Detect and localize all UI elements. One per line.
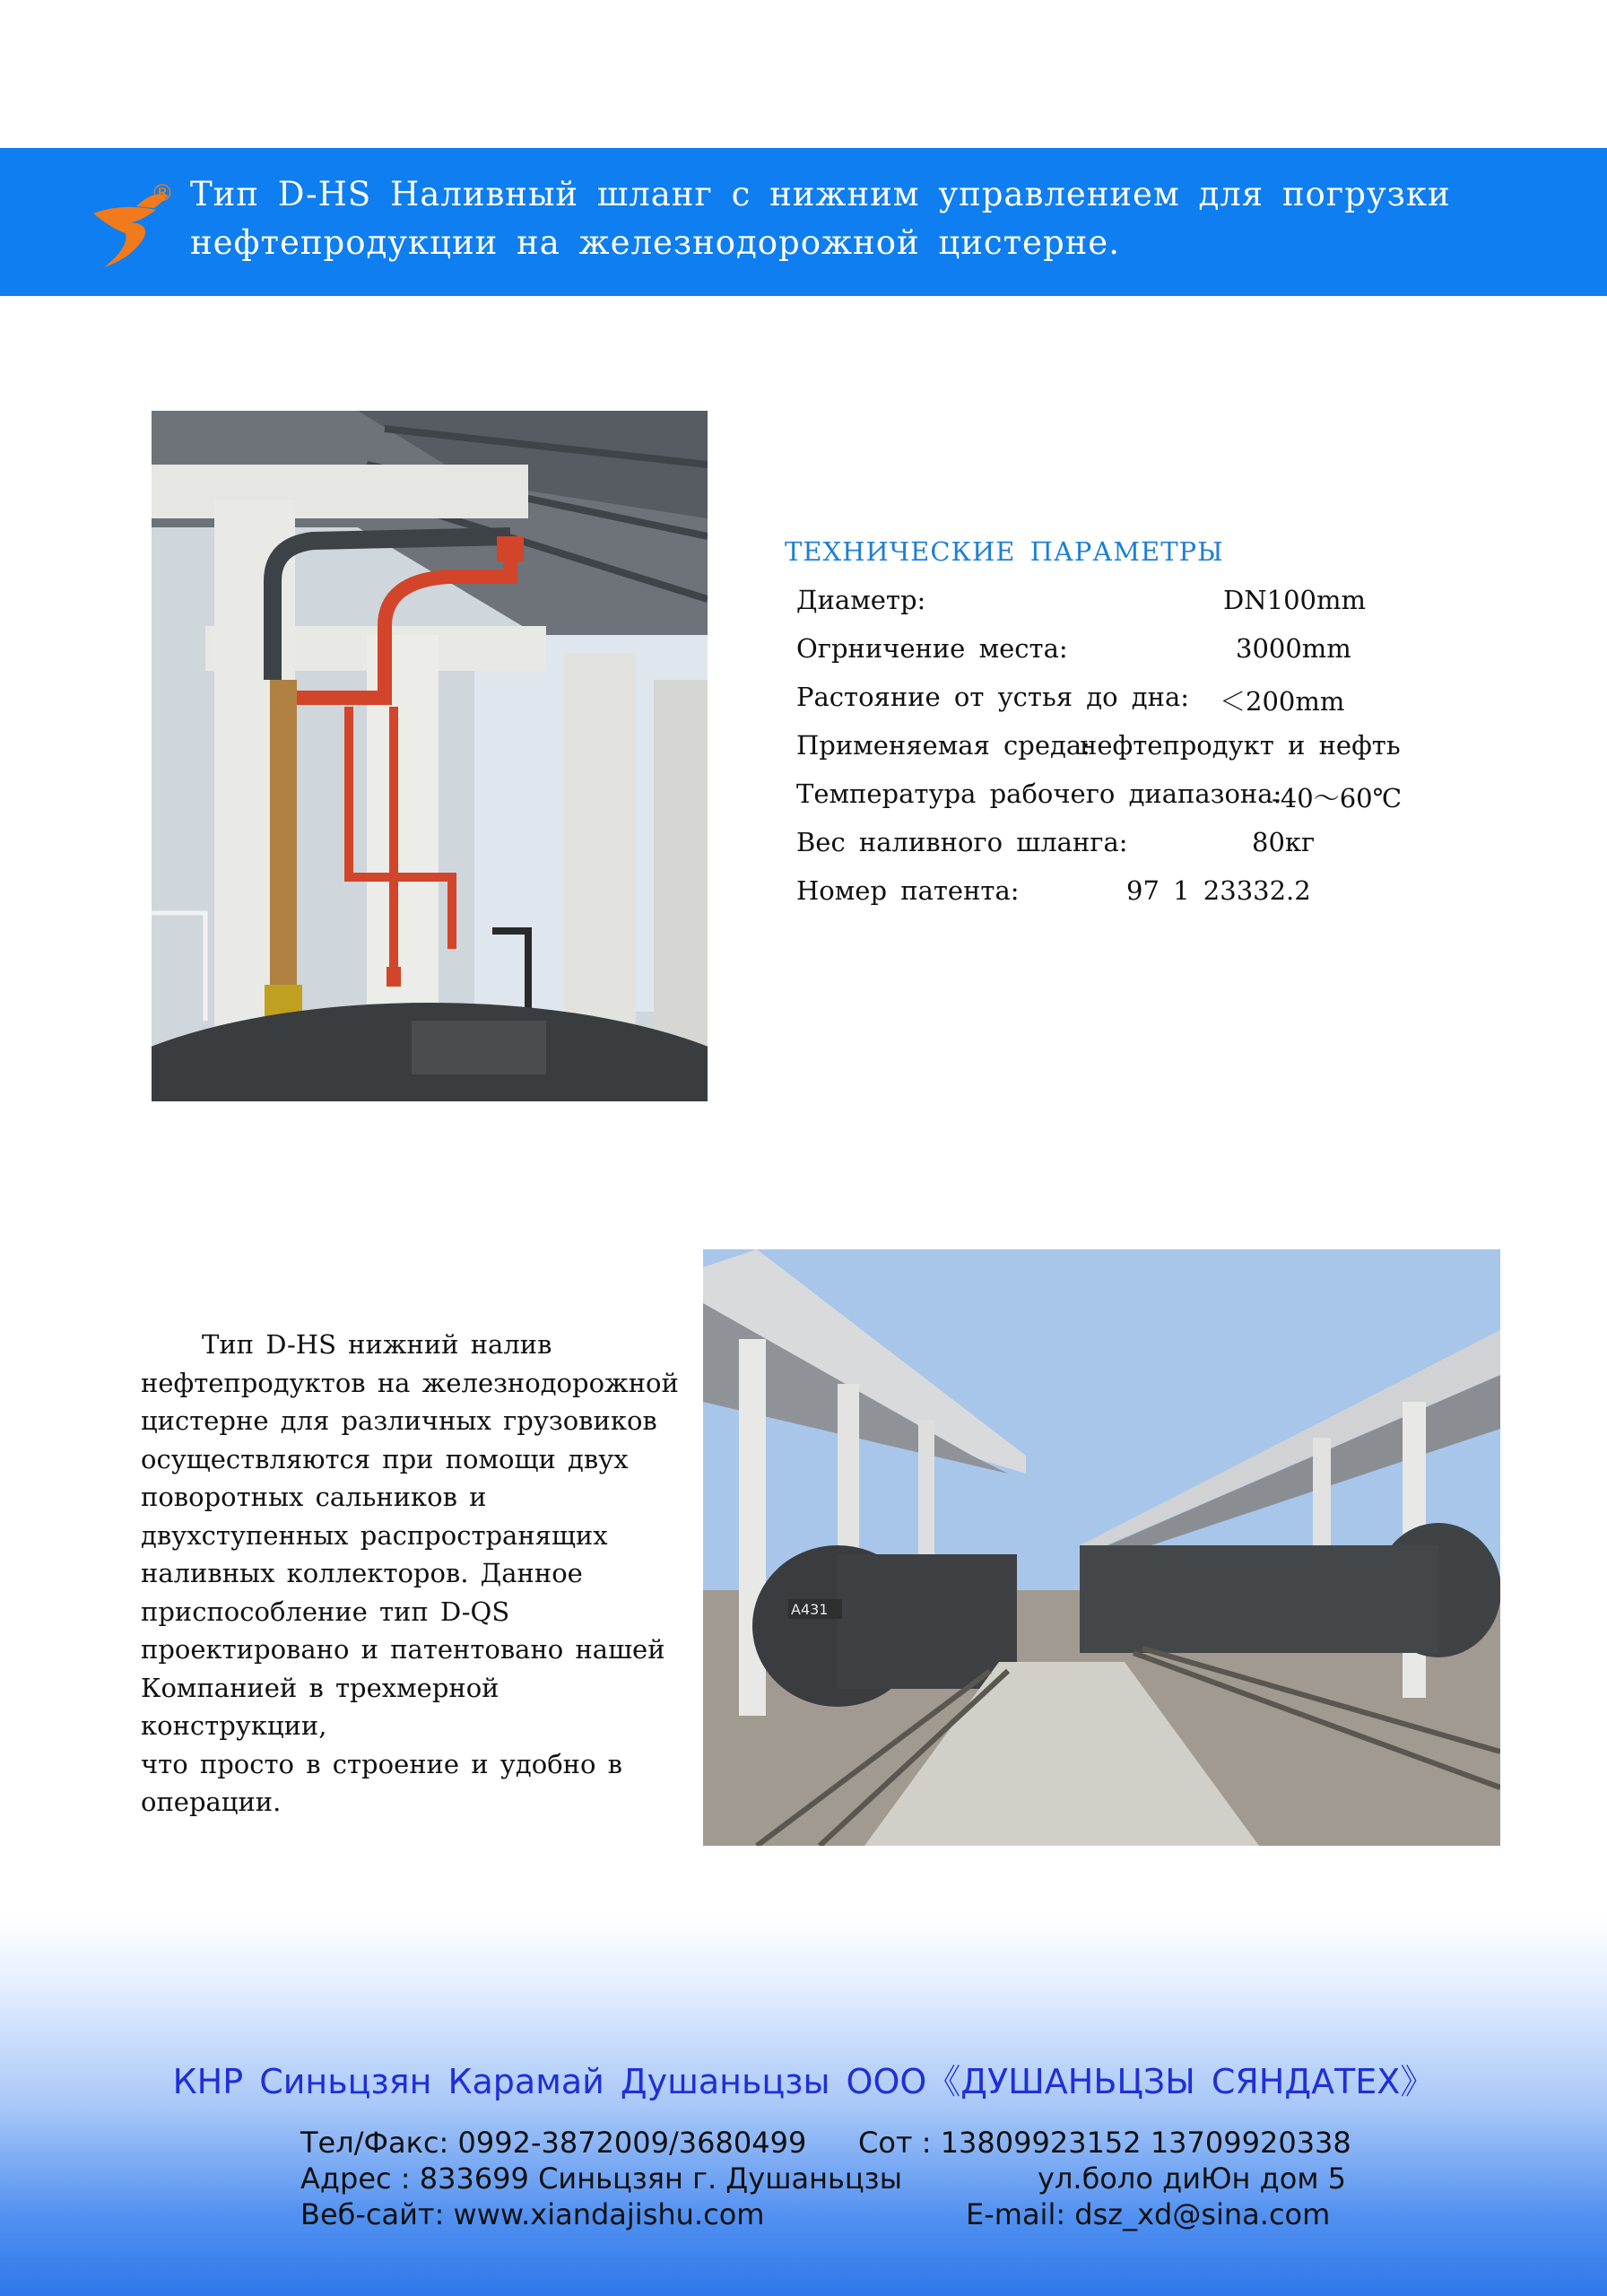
desc-line: поворотных сальников и xyxy=(141,1482,487,1512)
email-link[interactable]: E-mail: dsz_xd@sina.com xyxy=(966,2197,1331,2231)
params-heading: ТЕХНИЧЕСКИЕ ПАРАМЕТРЫ xyxy=(785,536,1224,567)
param-label: Диаметр: xyxy=(796,585,926,615)
param-label: Огрничение места: xyxy=(796,633,1068,664)
title-line-2: нефтепродукции на железнодорожной цистерне. xyxy=(190,223,1120,262)
desc-line: приспособление тип D-QS xyxy=(141,1596,510,1627)
registered-mark: ® xyxy=(151,180,174,207)
param-row-patent xyxy=(796,875,1496,911)
param-row-space xyxy=(796,633,1496,669)
product-description xyxy=(141,1326,697,1822)
rail-station-photo xyxy=(703,1249,1500,1846)
company-name: КНР Синьцзян Карамай Душаньцзы ООО《ДУШАНЬЦЗЫ СЯНДАТЕХ》 xyxy=(172,2062,1435,2101)
param-row-temperature xyxy=(796,778,1496,814)
param-value: -40～60℃ xyxy=(1272,783,1403,813)
desc-line: наливных коллекторов. Данное xyxy=(141,1558,583,1588)
desc-line: операции. xyxy=(141,1787,282,1817)
website-link[interactable]: Веб-сайт: www.xiandajishu.com xyxy=(300,2197,765,2231)
address-street: ул.боло диЮн дом 5 xyxy=(1038,2161,1347,2196)
param-value: 80кг xyxy=(1252,827,1316,857)
param-row-distance xyxy=(796,682,1496,718)
param-value: DN100mm xyxy=(1223,585,1366,615)
phone-fax: Тел/Факс: 0992-3872009/3680499 xyxy=(300,2126,807,2160)
param-value: ＜200mm xyxy=(1220,686,1345,717)
loading-arm-photo xyxy=(152,411,708,1101)
desc-line: проектировано и патентовано нашей xyxy=(141,1634,665,1665)
desc-line: двухступенных распространящих xyxy=(141,1519,608,1551)
param-row-weight xyxy=(796,827,1496,863)
title-line-1: Тип D-HS Наливный шланг с нижним управлением для погрузки xyxy=(190,175,1451,213)
param-row-diameter xyxy=(796,585,1496,621)
desc-line: цистерне для различных грузовиков xyxy=(141,1405,657,1436)
tank-car-label: A431 xyxy=(791,1601,829,1618)
page-title xyxy=(190,170,1535,267)
desc-line: осуществляются при помощи двух xyxy=(141,1443,629,1474)
desc-line: Тип D-HS нижний налив xyxy=(202,1329,552,1360)
mobile-phones: Сот : 13809923152 13709920338 xyxy=(858,2126,1351,2160)
param-value: 97 1 23332.2 xyxy=(1126,875,1311,906)
desc-line: нефтепродуктов на железнодорожной xyxy=(141,1367,679,1398)
param-value: 3000mm xyxy=(1236,633,1351,664)
address: Адрес : 833699 Синьцзян г. Душаньцзы xyxy=(300,2161,902,2196)
param-label: Растояние от устья до дна: xyxy=(796,682,1190,712)
footer-band xyxy=(0,1915,1607,2296)
param-row-medium xyxy=(796,730,1496,766)
param-label: Применяемая среда: xyxy=(796,730,1090,761)
param-value: нефтепродукт и нефть xyxy=(1080,730,1401,761)
param-label: Температура рабочего диапазона: xyxy=(796,778,1282,809)
desc-line: Компанией в трехмерной конструкции, xyxy=(141,1672,499,1741)
desc-line: что просто в строение и удобно в xyxy=(141,1748,622,1779)
param-label: Номер патента: xyxy=(796,875,1020,906)
company-logo-icon xyxy=(86,170,194,269)
param-label: Вес наливного шланга: xyxy=(796,827,1128,857)
